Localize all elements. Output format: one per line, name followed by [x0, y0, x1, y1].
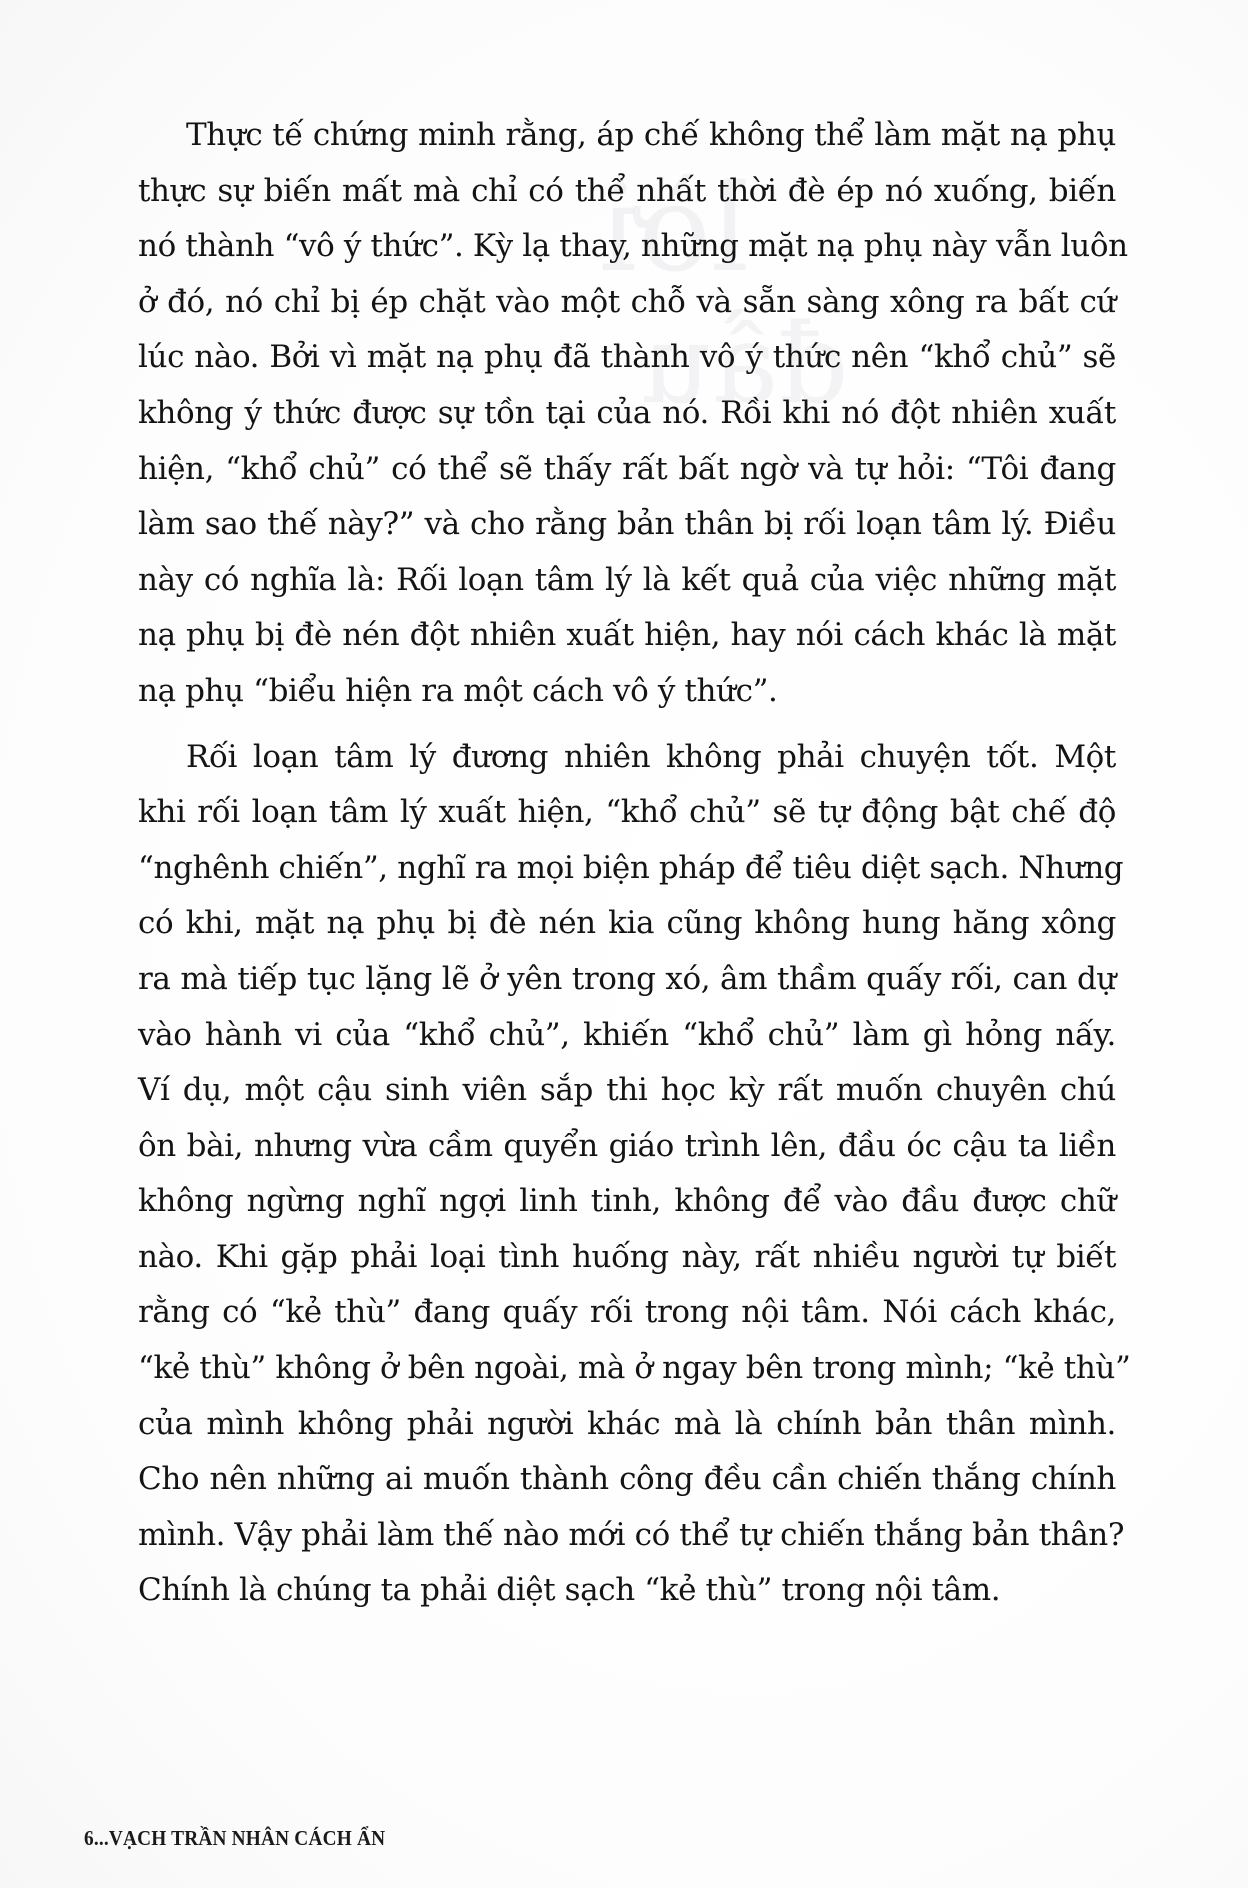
text-line: lúc nào. Bởi vì mặt nạ phụ đã thành vô ý thức nên “khổ chủ” sẽ — [138, 339, 1116, 376]
text-line: Chính là chúng ta phải diệt sạch “kẻ thù” trong nội tâm. — [138, 1572, 1001, 1609]
paragraph — [138, 730, 1131, 1620]
body-text — [138, 108, 1131, 1619]
text-line: vào hành vi của “khổ chủ”, khiến “khổ chủ” làm gì hỏng nấy. — [138, 1016, 1116, 1053]
text-line: làm sao thế này?” và cho rằng bản thân bị rối loạn tâm lý. Điều — [138, 506, 1116, 543]
page-number: 6 — [84, 1826, 94, 1850]
text-line: ra mà tiếp tục lặng lẽ ở yên trong xó, âm thầm quấy rối, can dự — [138, 960, 1116, 997]
running-footer — [84, 1826, 385, 1851]
text-line: hiện, “khổ chủ” có thể sẽ thấy rất bất ngờ và tự hỏi: “Tôi đang — [138, 450, 1116, 487]
bleed-through-decoration: đầu — [640, 300, 849, 428]
text-line: nạ phụ bị đè nén đột nhiên xuất hiện, hay nói cách khác là mặt — [138, 617, 1116, 654]
book-title: VẠCH TRẦN NHÂN CÁCH ẨN — [108, 1826, 386, 1850]
text-line: không ngừng nghĩ ngợi linh tinh, không để vào đầu được chữ — [138, 1183, 1116, 1220]
text-line: của mình không phải người khác mà là chính bản thân mình. — [138, 1405, 1116, 1442]
footer-separator: ... — [93, 1826, 109, 1850]
text-line: “kẻ thù” không ở bên ngoài, mà ở ngay bên trong mình; “kẻ thù” — [138, 1350, 1131, 1387]
text-line: Cho nên những ai muốn thành công đều cần chiến thắng chính — [138, 1461, 1116, 1498]
text-line: mình. Vậy phải làm thế nào mới có thể tự chiến thắng bản thân? — [138, 1516, 1125, 1553]
text-line: khi rối loạn tâm lý xuất hiện, “khổ chủ” sẽ tự động bật chế độ — [138, 794, 1116, 831]
text-line: Ví dụ, một cậu sinh viên sắp thi học kỳ rất muốn chuyên chú — [138, 1072, 1116, 1109]
text-line: “nghênh chiến”, nghĩ ra mọi biện pháp để tiêu diệt sạch. Nhưng — [138, 849, 1124, 886]
paragraph-gap — [138, 720, 1116, 730]
paragraph — [138, 108, 1128, 720]
bleed-through-decoration: lời — [600, 160, 750, 299]
text-line: thực sự biến mất mà chỉ có thể nhất thời đè ép nó xuống, biến — [138, 172, 1116, 209]
text-line: Thực tế chứng minh rằng, áp chế không thể làm mặt nạ phụ — [186, 117, 1116, 153]
text-line: nạ phụ “biểu hiện ra một cách vô ý thức”. — [138, 672, 778, 709]
text-line: này có nghĩa là: Rối loạn tâm lý là kết quả của việc những mặt — [138, 561, 1116, 598]
text-line: nó thành “vô ý thức”. Kỳ lạ thay, những mặt nạ phụ này vẫn luôn — [138, 228, 1128, 265]
text-line: không ý thức được sự tồn tại của nó. Rồi khi nó đột nhiên xuất — [138, 394, 1116, 431]
text-line: ở đó, nó chỉ bị ép chặt vào một chỗ và sẵn sàng xông ra bất cứ — [138, 283, 1116, 320]
text-line: ôn bài, nhưng vừa cầm quyển giáo trình lên, đầu óc cậu ta liền — [138, 1127, 1116, 1164]
text-line: rằng có “kẻ thù” đang quấy rối trong nội tâm. Nói cách khác, — [138, 1294, 1116, 1331]
text-line: nào. Khi gặp phải loại tình huống này, rất nhiều người tự biết — [138, 1238, 1116, 1275]
text-line: Rối loạn tâm lý đương nhiên không phải chuyện tốt. Một — [186, 738, 1116, 775]
text-line: có khi, mặt nạ phụ bị đè nén kia cũng không hung hăng xông — [138, 905, 1116, 942]
